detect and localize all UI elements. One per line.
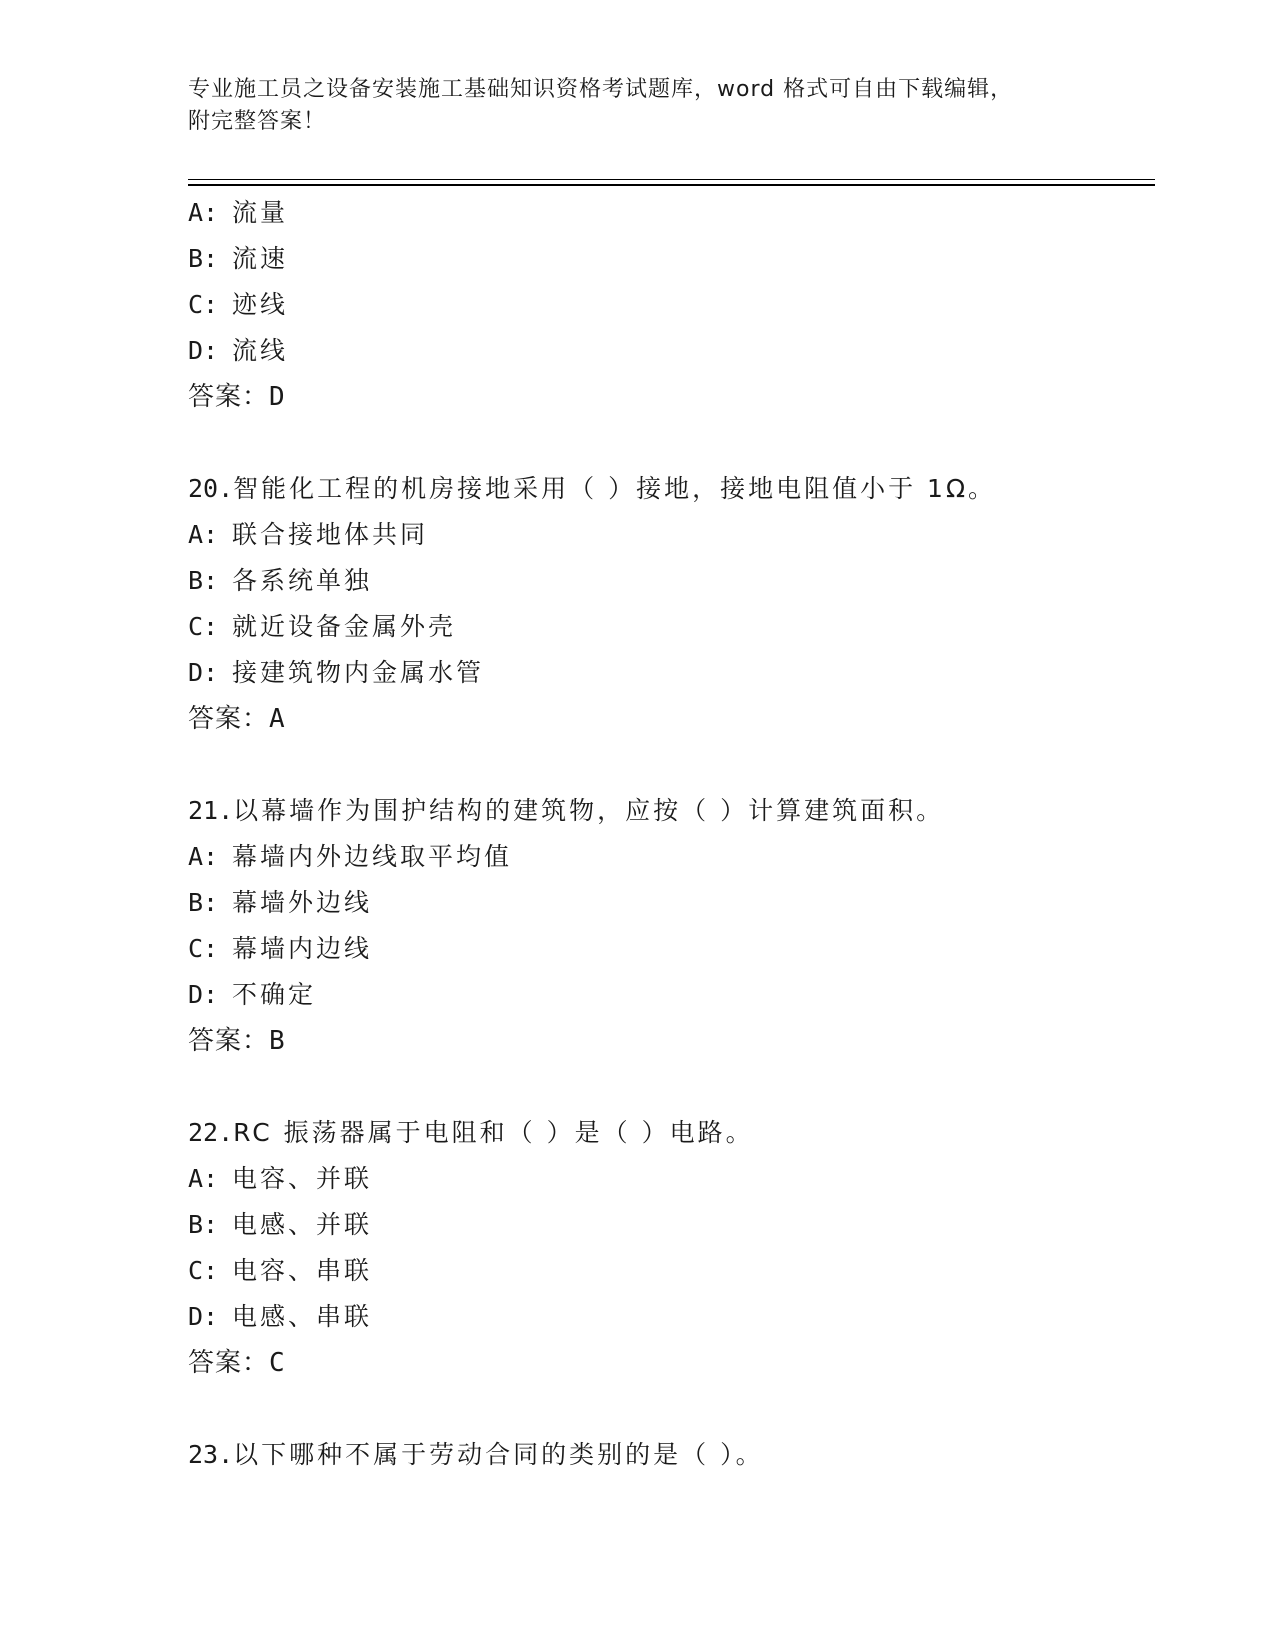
option-a	[188, 834, 1148, 880]
answer-label: 答案：	[188, 1348, 270, 1378]
answer-label: 答案：	[188, 382, 270, 412]
option-a	[188, 190, 1148, 236]
option-b	[188, 1202, 1148, 1248]
option-b	[188, 880, 1148, 926]
question-text: 以幕墙作为围护结构的建筑物，应按（ ）计算建筑面积。	[233, 796, 945, 825]
option-letter: B:	[188, 244, 219, 273]
question-text: 以下哪种不属于劳动合同的类别的是（ ）。	[233, 1440, 764, 1469]
option-a	[188, 1156, 1148, 1202]
option-text: 电感、并联	[232, 1210, 373, 1239]
question-text: RC 振荡器属于电阻和（ ）是（ ）电路。	[233, 1118, 754, 1147]
answer-line	[188, 1340, 1148, 1386]
option-c	[188, 1248, 1148, 1294]
option-letter: D:	[188, 658, 219, 687]
option-text: 流线	[232, 336, 289, 365]
header-divider-thick	[188, 184, 1155, 186]
header-line-1: 专业施工员之设备安装施工基础知识资格考试题库，word 格式可自由下载编辑，	[188, 77, 1014, 102]
option-d	[188, 1294, 1148, 1340]
question-22	[188, 1110, 1148, 1386]
option-text: 幕墙内外边线取平均值	[232, 842, 513, 871]
option-b	[188, 236, 1148, 282]
option-letter: C:	[188, 934, 219, 963]
question-number: 20.	[188, 474, 234, 503]
option-letter: A:	[188, 842, 219, 871]
answer-value: D	[269, 382, 286, 412]
option-letter: A:	[188, 520, 219, 549]
option-text: 幕墙内边线	[232, 934, 373, 963]
question-stem	[188, 1110, 1148, 1156]
option-letter: A:	[188, 1164, 219, 1193]
question-number: 23.	[188, 1440, 234, 1469]
option-text: 电感、串联	[232, 1302, 373, 1331]
option-c	[188, 604, 1148, 650]
option-text: 就近设备金属外壳	[232, 612, 457, 641]
option-text: 流速	[232, 244, 289, 273]
option-d	[188, 972, 1148, 1018]
question-19	[188, 190, 1148, 420]
option-letter: C:	[188, 1256, 219, 1285]
option-letter: B:	[188, 888, 219, 917]
option-text: 流量	[232, 198, 289, 227]
option-letter: D:	[188, 336, 219, 365]
option-b	[188, 558, 1148, 604]
option-text: 接建筑物内金属水管	[232, 658, 485, 687]
option-d	[188, 650, 1148, 696]
option-letter: D:	[188, 980, 219, 1009]
question-23	[188, 1432, 1148, 1478]
question-text: 智能化工程的机房接地采用（ ）接地，接地电阻值小于 1Ω。	[233, 474, 997, 503]
option-text: 不确定	[232, 980, 317, 1009]
answer-value: B	[269, 1026, 286, 1056]
option-letter: B:	[188, 566, 219, 595]
question-stem	[188, 788, 1148, 834]
answer-line	[188, 1018, 1148, 1064]
answer-label: 答案：	[188, 1026, 270, 1056]
header-divider-thin	[188, 179, 1155, 180]
option-letter: A:	[188, 198, 219, 227]
question-number: 22.	[188, 1118, 234, 1147]
answer-value: A	[269, 704, 286, 734]
document-header	[188, 74, 1088, 138]
option-text: 幕墙外边线	[232, 888, 373, 917]
question-list	[188, 190, 1148, 1478]
option-d	[188, 328, 1148, 374]
option-text: 迹线	[232, 290, 289, 319]
option-letter: B:	[188, 1210, 219, 1239]
option-text: 联合接地体共同	[232, 520, 429, 549]
option-text: 各系统单独	[232, 566, 373, 595]
option-text: 电容、并联	[232, 1164, 373, 1193]
answer-value: C	[269, 1348, 286, 1378]
answer-line	[188, 696, 1148, 742]
option-c	[188, 282, 1148, 328]
option-c	[188, 926, 1148, 972]
question-number: 21.	[188, 796, 234, 825]
option-letter: D:	[188, 1302, 219, 1331]
question-stem	[188, 1432, 1148, 1478]
option-a	[188, 512, 1148, 558]
question-stem	[188, 466, 1148, 512]
header-line-2: 附完整答案！	[188, 109, 327, 134]
option-letter: C:	[188, 612, 219, 641]
question-20	[188, 466, 1148, 742]
option-letter: C:	[188, 290, 219, 319]
question-21	[188, 788, 1148, 1064]
answer-label: 答案：	[188, 704, 270, 734]
option-text: 电容、串联	[232, 1256, 373, 1285]
answer-line	[188, 374, 1148, 420]
